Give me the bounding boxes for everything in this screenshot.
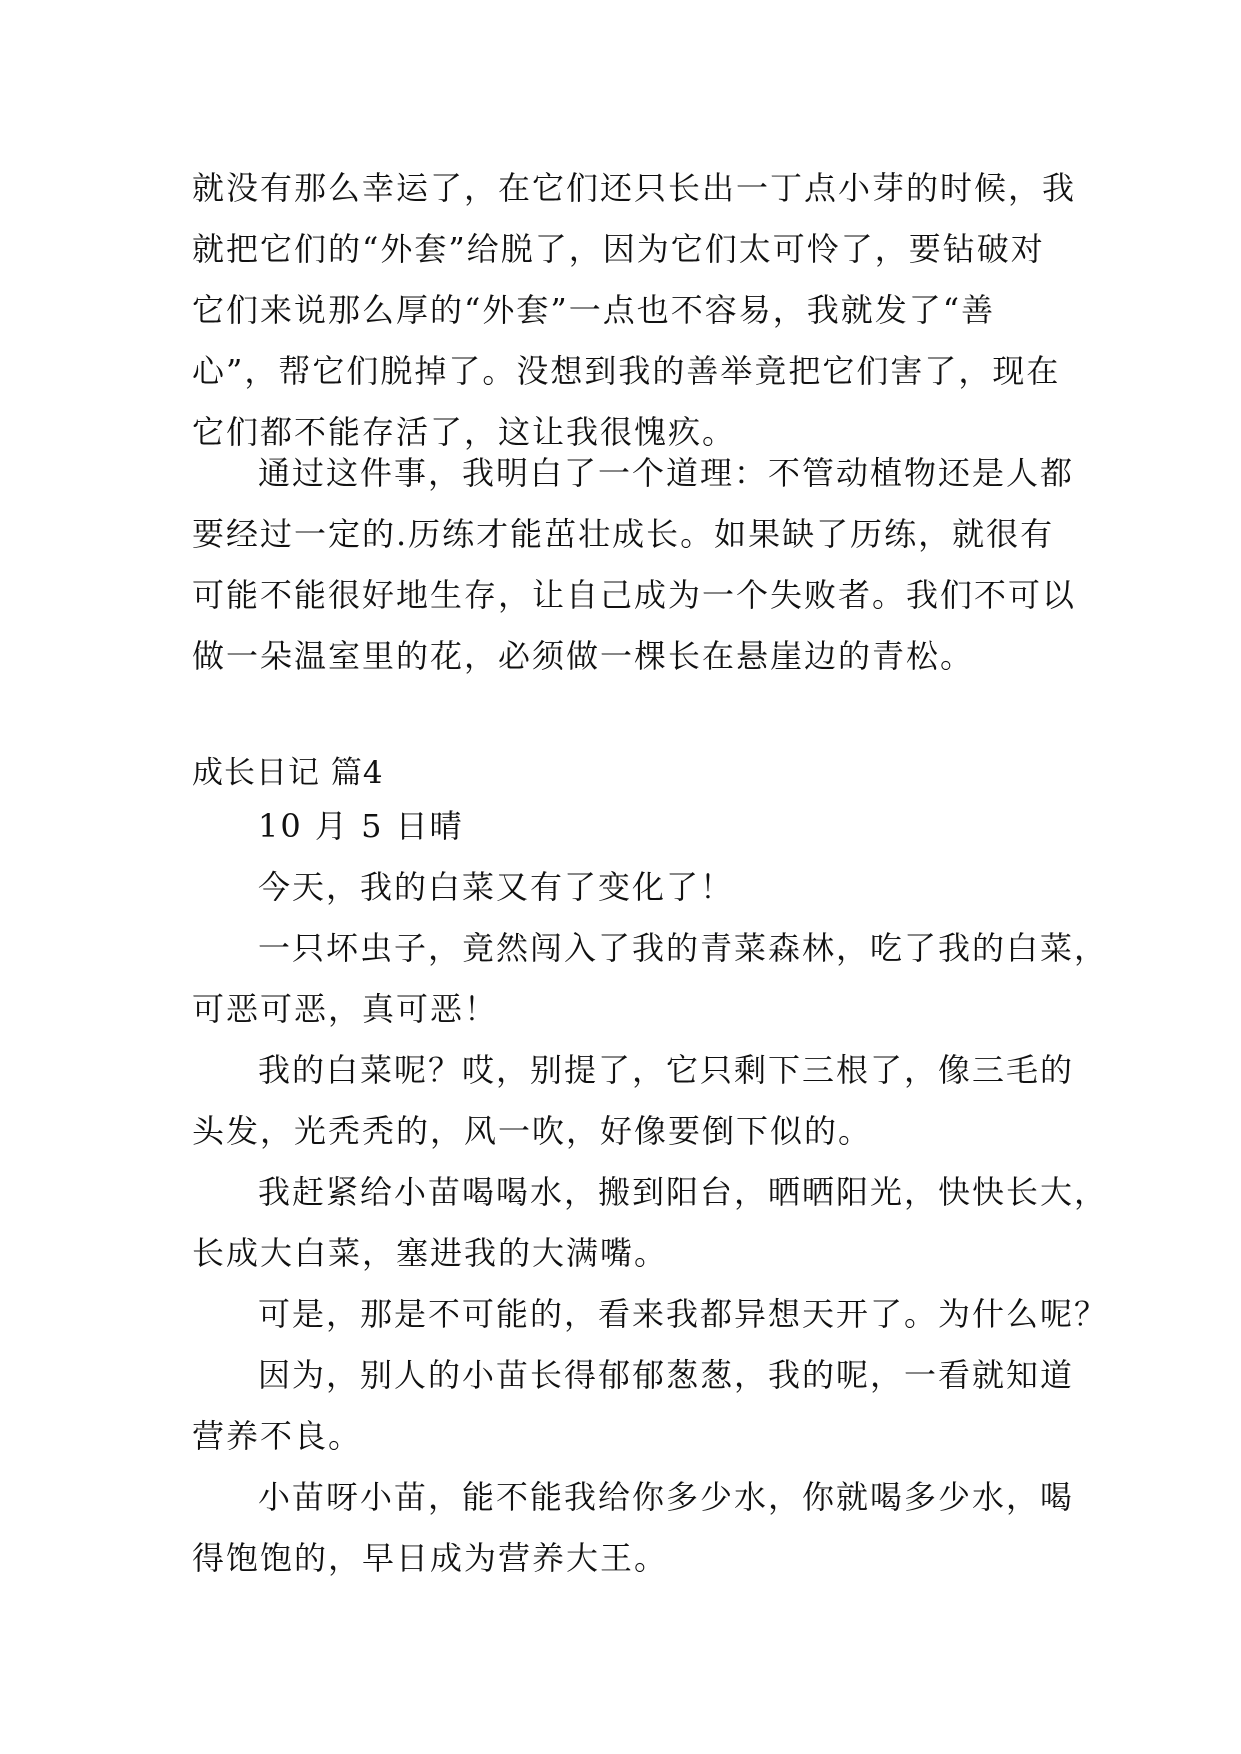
text-line: 头发，光秃秃的，风一吹，好像要倒下似的。 — [192, 1112, 873, 1150]
text-line: 它们都不能存活了，这让我很愧疚。 — [192, 413, 737, 451]
text-line: 得饱饱的，早日成为营养大王。 — [192, 1539, 669, 1577]
text-line: 做一朵温室里的花，必须做一棵长在悬崖边的青松。 — [192, 637, 975, 675]
text-line: 小苗呀小苗，能不能我给你多少水，你就喝多少水，喝 — [258, 1478, 1075, 1516]
section-title: 成长日记 篇4 — [192, 755, 384, 791]
text-line: 可能不能很好地生存，让自己成为一个失败者。我们不可以 — [192, 576, 1077, 614]
text-line: 心”，帮它们脱掉了。没想到我的善举竟把它们害了，现在 — [192, 352, 1061, 390]
text-line: 通过这件事，我明白了一个道理：不管动植物还是人都 — [258, 454, 1075, 492]
paragraph-continued — [192, 158, 1077, 463]
diary-entry — [192, 796, 1109, 1589]
text-line: 今天，我的白菜又有了变化了！ — [258, 868, 735, 906]
diary-date: 10 月 5 日晴 — [258, 807, 464, 845]
text-line: 营养不良。 — [192, 1417, 363, 1455]
paragraph-lesson — [192, 443, 1077, 687]
text-line: 我赶紧给小苗喝喝水，搬到阳台，晒晒阳光，快快长大， — [258, 1173, 1109, 1211]
text-line: 它们来说那么厚的“外套”一点也不容易，我就发了“善 — [192, 291, 996, 329]
text-line: 就没有那么幸运了，在它们还只长出一丁点小芽的时候，我 — [192, 169, 1077, 207]
text-line: 我的白菜呢？哎，别提了，它只剩下三根了，像三毛的 — [258, 1051, 1075, 1089]
text-line: 因为，别人的小苗长得郁郁葱葱，我的呢，一看就知道 — [258, 1356, 1075, 1394]
text-line: 一只坏虫子，竟然闯入了我的青菜森林，吃了我的白菜， — [258, 929, 1109, 967]
text-line: 要经过一定的.历练才能茁壮成长。如果缺了历练，就很有 — [192, 515, 1055, 553]
text-line: 就把它们的“外套”给脱了，因为它们太可怜了，要钻破对 — [192, 230, 1045, 268]
text-line: 可是，那是不可能的，看来我都异想天开了。为什么呢？ — [258, 1295, 1109, 1333]
text-line: 长成大白菜，塞进我的大满嘴。 — [192, 1234, 669, 1272]
text-line: 可恶可恶，真可恶！ — [192, 990, 499, 1028]
